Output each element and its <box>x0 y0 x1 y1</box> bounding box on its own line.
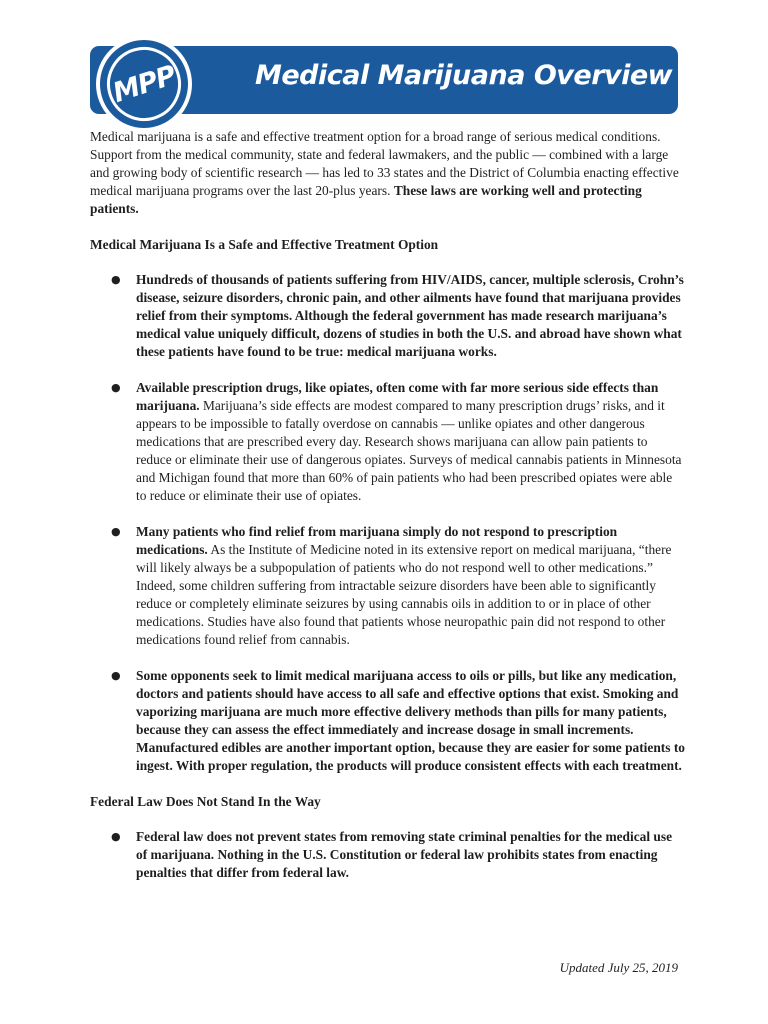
updated-date: Updated July 25, 2019 <box>559 960 678 975</box>
page-title: Medical Marijuana Overview <box>255 60 673 91</box>
logo-text: MPP <box>109 59 179 109</box>
section-heading-federal-law: Federal Law Does Not Stand In the Way <box>90 794 321 809</box>
document-body <box>90 128 685 900</box>
logo-ring <box>97 37 190 130</box>
list-item <box>90 667 685 775</box>
intro-paragraph <box>90 128 685 218</box>
bullet-text: As the Institute of Medicine noted in its extensive report on medical marijuana, “there will likely always be a subpopulation of patients who do not respond well to other medications.” Indeed, some children suffering from intractable seizure disorders have been able to significantly reduce or completely eliminate seizures by using cannabis oils in addition to or in place of other medications. Studies have also found that patients whose neuropathic pain did not respond to other medications found relief from cannabis. <box>136 542 672 647</box>
bullet-bold-text: Available prescription drugs, like opiates, often come with far more serious side effects than marijuana. <box>136 380 659 413</box>
list-item <box>90 379 685 505</box>
bullet-bold-text: Hundreds of thousands of patients suffering from HIV/AIDS, cancer, multiple sclerosis, Crohn’s disease, seizure disorders, chronic pain, and other ailments have found that marijuana provides relief from their symptoms. Although the federal government has made research marijuana’s medical value uniquely difficult, dozens of studies in both the U.S. and abroad have shown what these patients have found to be true: medical marijuana works. <box>136 272 684 359</box>
section-heading-safe-effective: Medical Marijuana Is a Safe and Effective Treatment Option <box>90 237 439 252</box>
list-item <box>90 828 685 882</box>
bullet-icon: ● <box>111 525 121 538</box>
bullet-icon: ● <box>111 381 121 394</box>
list-item <box>90 271 685 361</box>
bullet-bold-text: Some opponents seek to limit medical marijuana access to oils or pills, but like any medication, doctors and patients should have access to all safe and effective options that exist. Smoking and vaporizing marijuana are much more effective delivery methods than pills for many patients, because they can assess the effect immediately and increase dosage in small increments. Manufactured edibles are another important option, because they are easier for some patients to ingest. With proper regulation, the products will produce consistent effects with each treatment. <box>136 668 685 773</box>
bullet-text: Marijuana’s side effects are modest compared to many prescription drugs’ risks, and it appears to be impossible to fatally overdose on cannabis — unlike opiates and other dangerous medications that are prescribed every day. Research shows marijuana can allow pain patients to reduce or eliminate their use of dangerous opiates. Surveys of medical cannabis patients in Minnesota and Michigan found that more than 60% of pain patients who had been prescribed opiates were able to reduce or eliminate their use of opiates. <box>136 398 682 503</box>
bullet-icon: ● <box>111 273 121 286</box>
bullet-list-federal-law <box>90 828 685 882</box>
mpp-logo <box>96 36 192 132</box>
bullet-list-safe-effective <box>90 271 685 775</box>
bullet-icon: ● <box>111 830 121 843</box>
bullet-icon: ● <box>111 669 121 682</box>
intro-strong-text: These laws are working well and protecting patients. <box>90 183 642 216</box>
list-item <box>90 523 685 649</box>
bullet-bold-text: Many patients who find relief from marijuana simply do not respond to prescription medications. <box>136 524 618 557</box>
intro-text: Medical marijuana is a safe and effective treatment option for a broad range of serious medical conditions. Support from the medical community, state and federal lawmakers, and the public — combined with a large and growing body of scientific research — has led to 33 states and the District of Columbia enacting effective medical marijuana programs over the last 20-plus years. <box>90 129 679 198</box>
bullet-bold-text: Federal law does not prevent states from removing state criminal penalties for the medical use of marijuana. Nothing in the U.S. Constitution or federal law prohibits states from enacting penalties that differ from federal law. <box>136 829 673 880</box>
